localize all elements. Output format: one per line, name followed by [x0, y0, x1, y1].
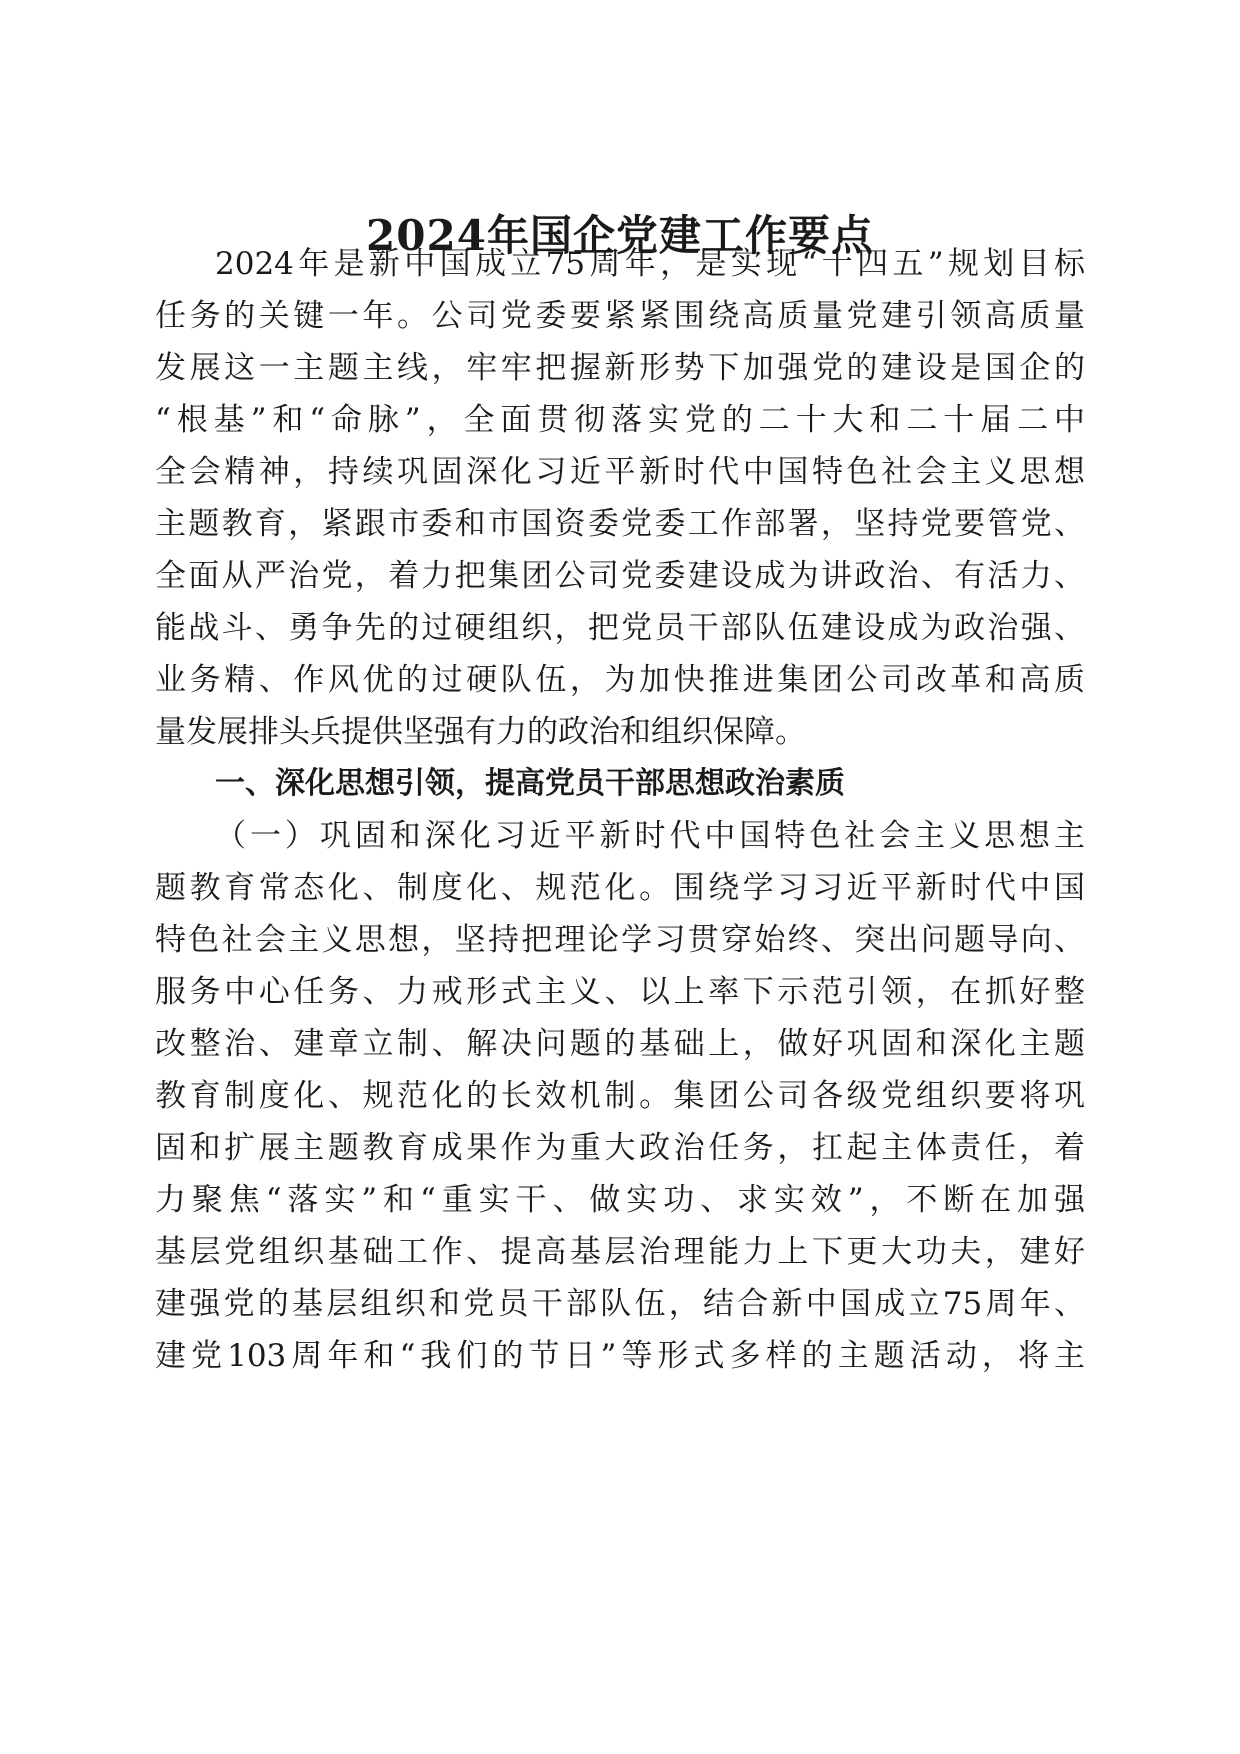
subsection-1-line-6: 教育制度化、规范化的长效机制。集团公司各级党组织要将巩: [155, 1078, 1085, 1114]
intro-line-5: 全会精神，持续巩固深化习近平新时代中国特色社会主义思想: [155, 454, 1085, 490]
intro-line-7: 全面从严治党，着力把集团公司党委建设成为讲政治、有活力、: [155, 558, 1085, 594]
subsection-1-line-7: 固和扩展主题教育成果作为重大政治任务，扛起主体责任，着: [155, 1130, 1085, 1166]
subsection-1-line-2: 题教育常态化、制度化、规范化。围绕学习习近平新时代中国: [155, 870, 1085, 906]
intro-line-1: 2024年是新中国成立75周年，是实现“十四五”规划目标: [215, 246, 1085, 282]
intro-line-9: 业务精、作风优的过硬队伍，为加快推进集团公司改革和高质: [155, 662, 1085, 698]
intro-line-10: 量发展排头兵提供坚强有力的政治和组织保障。: [155, 714, 806, 750]
section-1-heading: 一、深化思想引领，提高党员干部思想政治素质: [215, 766, 845, 801]
intro-line-3: 发展这一主题主线，牢牢把握新形势下加强党的建设是国企的: [155, 350, 1085, 386]
intro-line-2: 任务的关键一年。公司党委要紧紧围绕高质量党建引领高质量: [155, 298, 1085, 334]
subsection-1-line-1: （一）巩固和深化习近平新时代中国特色社会主义思想主: [215, 818, 1085, 854]
subsection-1-line-3: 特色社会主义思想，坚持把理论学习贯穿始终、突出问题导向、: [155, 922, 1085, 958]
subsection-1-line-11: 建党103周年和“我们的节日”等形式多样的主题活动，将主: [155, 1338, 1085, 1374]
intro-line-6: 主题教育，紧跟市委和市国资委党委工作部署，坚持党要管党、: [155, 506, 1085, 542]
document-title: 2024年国企党建工作要点: [366, 211, 874, 261]
subsection-1-line-8: 力聚焦“落实”和“重实干、做实功、求实效”，不断在加强: [155, 1182, 1085, 1218]
intro-line-8: 能战斗、勇争先的过硬组织，把党员干部队伍建设成为政治强、: [155, 610, 1085, 646]
subsection-1-line-5: 改整治、建章立制、解决问题的基础上，做好巩固和深化主题: [155, 1026, 1085, 1062]
subsection-1-line-10: 建强党的基层组织和党员干部队伍，结合新中国成立75周年、: [155, 1286, 1085, 1322]
intro-line-4: “根基”和“命脉”，全面贯彻落实党的二十大和二十届二中: [155, 402, 1085, 438]
subsection-1-line-9: 基层党组织基础工作、提高基层治理能力上下更大功夫，建好: [155, 1234, 1085, 1270]
subsection-1-line-4: 服务中心任务、力戒形式主义、以上率下示范引领，在抓好整: [155, 974, 1085, 1010]
